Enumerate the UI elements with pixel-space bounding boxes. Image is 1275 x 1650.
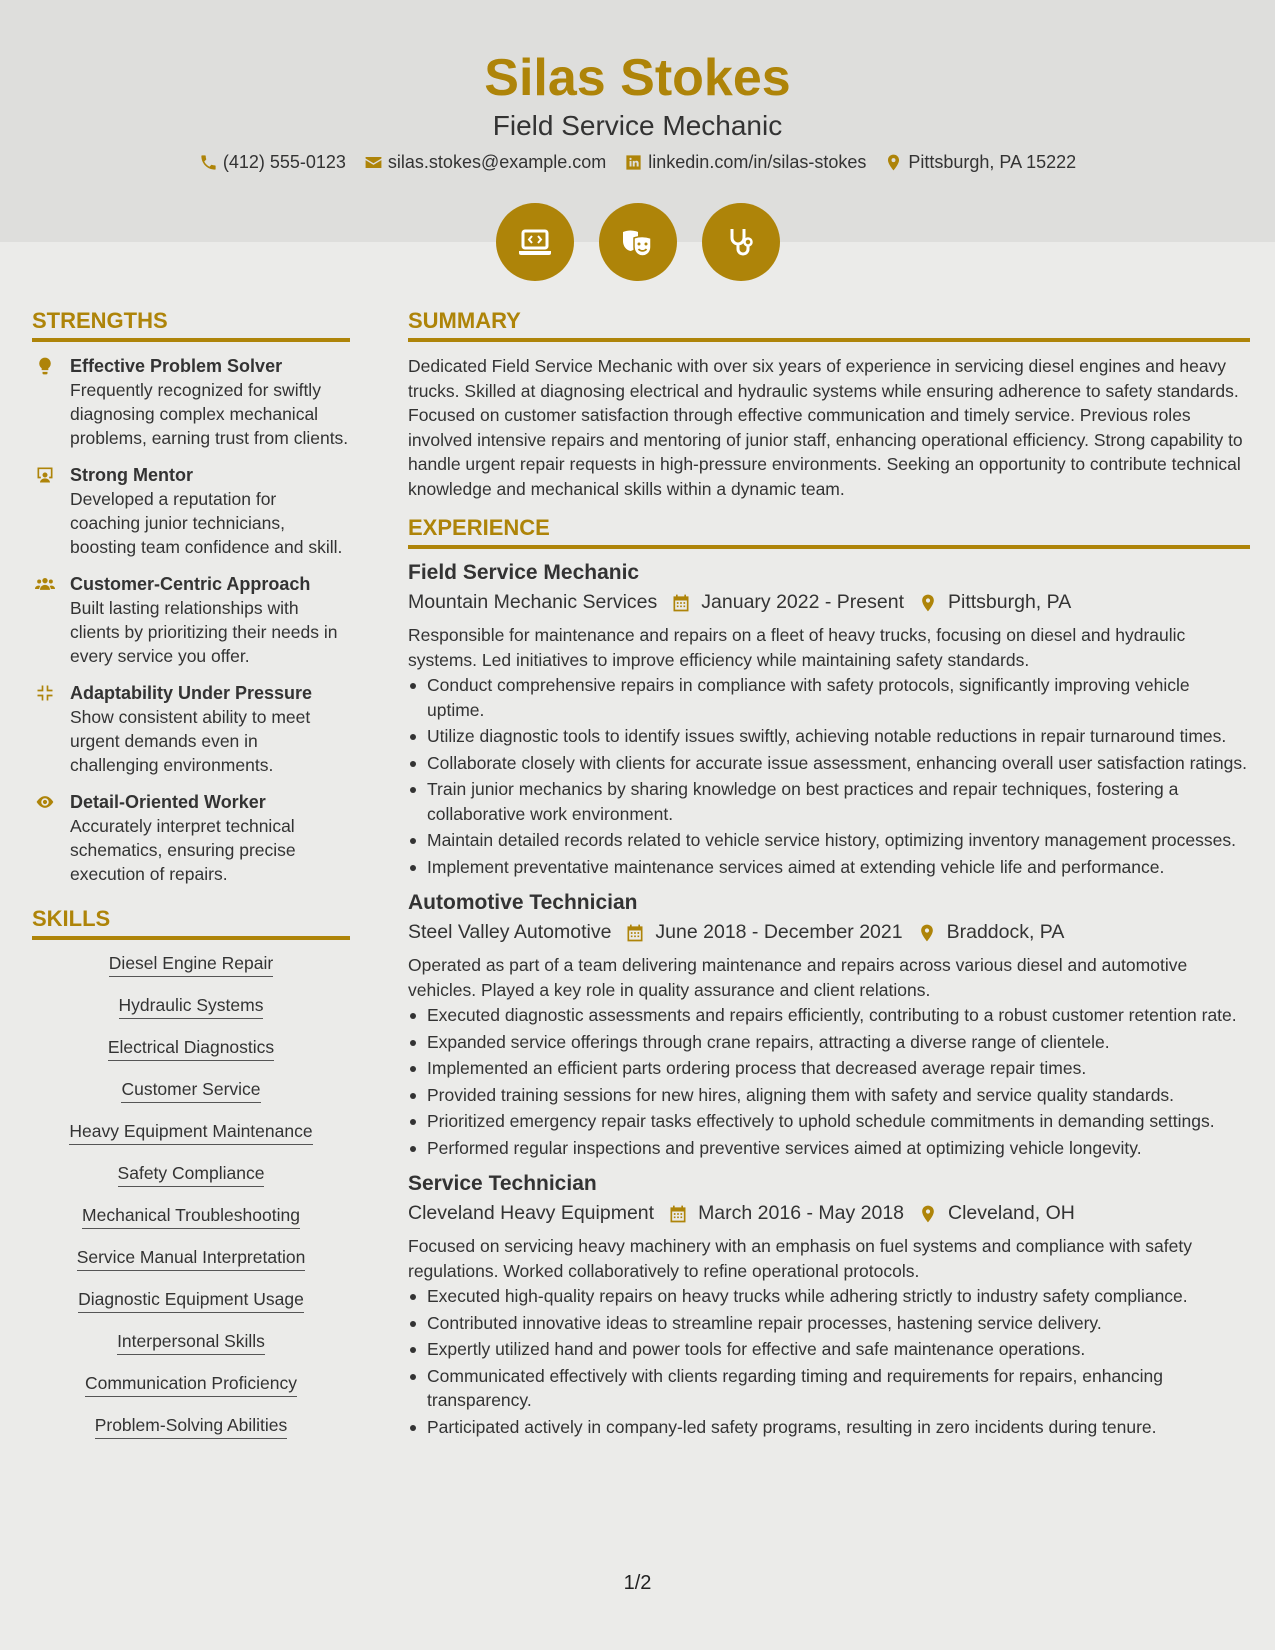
calendar-icon xyxy=(625,923,645,943)
skill-item: Diagnostic Equipment Usage xyxy=(78,1288,304,1313)
bullet-item: Communicated effectively with clients regarding timing and requirements for repairs, enhancing transparency. xyxy=(408,1364,1250,1413)
job-entry-title: Automotive Technician xyxy=(408,891,638,914)
linkedin-icon xyxy=(624,153,643,172)
bullet-item: Expertly utilized hand and power tools for effective and safe maintenance operations. xyxy=(408,1337,1250,1362)
strength-name: Strong Mentor xyxy=(70,465,193,485)
chalkboard-teacher-icon xyxy=(35,465,55,485)
bullet-item: Expanded service offerings through crane repairs, attracting a diverse range of clientele. xyxy=(408,1030,1250,1055)
contact-phone[interactable] xyxy=(199,152,346,173)
contact-linkedin[interactable] xyxy=(624,152,866,173)
experience-heading: EXPERIENCE xyxy=(408,515,1250,549)
strength-desc: Developed a reputation for coaching junior technicians, boosting team confidence and skill. xyxy=(70,489,343,557)
interest-circle xyxy=(496,203,574,281)
job-location: Cleveland, OH xyxy=(948,1202,1075,1224)
bullet-item: Prioritized emergency repair tasks effectively to uphold schedule commitments in demanding settings. xyxy=(408,1109,1250,1134)
skill-item: Mechanical Troubleshooting xyxy=(82,1204,300,1229)
location-text: Pittsburgh, PA 15222 xyxy=(908,152,1077,172)
bullet-item: Collaborate closely with clients for accurate issue assessment, enhancing overall user satisfaction ratings. xyxy=(408,751,1250,776)
strength-desc: Frequently recognized for swiftly diagnosing complex mechanical problems, earning trust from clients. xyxy=(70,380,349,448)
job-title: Field Service Mechanic xyxy=(492,110,783,141)
page-number: 1/2 xyxy=(623,1572,652,1594)
strength-item xyxy=(32,354,350,450)
theater-masks-icon xyxy=(618,222,658,262)
skill-item: Diesel Engine Repair xyxy=(109,952,273,977)
bullet-item: Contributed innovative ideas to streamline repair processes, hastening service delivery. xyxy=(408,1311,1250,1336)
lightbulb-icon xyxy=(35,356,55,376)
laptop-code-icon xyxy=(515,222,555,262)
skill-item: Customer Service xyxy=(121,1078,260,1103)
phone-text: (412) 555-0123 xyxy=(222,152,346,172)
skill-item: Communication Proficiency xyxy=(85,1372,297,1397)
skill-item: Electrical Diagnostics xyxy=(108,1036,274,1061)
eye-icon xyxy=(35,792,55,812)
job-location: Pittsburgh, PA xyxy=(948,591,1072,613)
strength-name: Detail-Oriented Worker xyxy=(70,792,266,812)
skill-item: Hydraulic Systems xyxy=(119,994,264,1019)
email-text: silas.stokes@example.com xyxy=(387,152,607,172)
skill-item: Interpersonal Skills xyxy=(117,1330,265,1355)
skill-item: Service Manual Interpretation xyxy=(77,1246,306,1271)
summary-text: Dedicated Field Service Mechanic with over six years of experience in servicing diesel engines and heavy trucks. Skilled at diagnosing electrical and hydraulic systems while ensuring adherence to safety standards. Focused on customer satisfaction through effective communication and timely service. Previous roles involved intensive repairs and mentoring of junior staff, enhancing operational efficiency. Strong capability to handle urgent repair requests in high-pressure environments. Seeking an opportunity to contribute technical knowledge and mechanical skills within a dynamic team. xyxy=(408,356,1243,499)
job-meta xyxy=(408,591,1250,614)
contact-bar xyxy=(0,152,1275,173)
bullet-item: Participated actively in company-led safety programs, resulting in zero incidents during tenure. xyxy=(408,1415,1250,1440)
candidate-name: Silas Stokes xyxy=(484,49,791,107)
map-marker-icon xyxy=(918,593,938,613)
interest-icons xyxy=(0,203,1275,281)
users-icon xyxy=(35,574,55,594)
strength-item xyxy=(32,572,350,668)
skill-item: Problem-Solving Abilities xyxy=(95,1414,288,1439)
job-bullets xyxy=(408,1284,1250,1439)
bullet-item: Implemented an efficient parts ordering process that decreased average repair times. xyxy=(408,1056,1250,1081)
job-location: Braddock, PA xyxy=(946,921,1065,943)
job-entry-title: Service Technician xyxy=(408,1172,597,1195)
interest-circle xyxy=(599,203,677,281)
bullet-item: Executed diagnostic assessments and repairs efficiently, contributing to a robust customer retention rate. xyxy=(408,1003,1250,1028)
job-description: Responsible for maintenance and repairs on a fleet of heavy trucks, focusing on diesel and hydraulic systems. Led initiatives to improve efficiency while maintaining safety standards. xyxy=(408,625,1186,670)
job-entry xyxy=(408,561,1250,879)
strength-desc: Show consistent ability to meet urgent demands even in challenging environments. xyxy=(70,707,311,775)
skill-item: Safety Compliance xyxy=(118,1162,265,1187)
job-description: Operated as part of a team delivering maintenance and repairs across various diesel and automotive vehicles. Played a key role in quality assurance and client relations. xyxy=(408,955,1188,1000)
strength-name: Customer-Centric Approach xyxy=(70,574,311,594)
bullet-item: Provided training sessions for new hires, aligning them with safety and service quality standards. xyxy=(408,1083,1250,1108)
contact-email[interactable] xyxy=(364,152,606,173)
strength-desc: Accurately interpret technical schematics, ensuring precise execution of repairs. xyxy=(70,816,296,884)
strength-item xyxy=(32,681,350,777)
company-name: Cleveland Heavy Equipment xyxy=(408,1202,655,1224)
bullet-item: Utilize diagnostic tools to identify issues swiftly, achieving notable reductions in repair turnaround times. xyxy=(408,724,1250,749)
bullet-item: Conduct comprehensive repairs in compliance with safety protocols, significantly improving vehicle uptime. xyxy=(408,673,1250,722)
right-column xyxy=(408,308,1250,1451)
bullet-item: Performed regular inspections and preventive services aimed at optimizing vehicle longevity. xyxy=(408,1136,1250,1161)
summary-heading: SUMMARY xyxy=(408,308,1250,342)
job-entry xyxy=(408,1172,1250,1439)
left-column xyxy=(32,308,350,1456)
strength-name: Effective Problem Solver xyxy=(70,356,283,376)
contact-location xyxy=(884,152,1076,173)
skill-list xyxy=(32,952,350,1456)
job-bullets xyxy=(408,1003,1250,1160)
skills-heading: SKILLS xyxy=(32,906,350,940)
company-name: Mountain Mechanic Services xyxy=(408,591,658,613)
bullet-item: Implement preventative maintenance services aimed at extending vehicle life and performance. xyxy=(408,855,1250,880)
job-entry xyxy=(408,891,1250,1160)
job-bullets xyxy=(408,673,1250,879)
bullet-item: Train junior mechanics by sharing knowledge on best practices and repair techniques, fostering a collaborative work environment. xyxy=(408,777,1250,826)
job-meta xyxy=(408,1202,1250,1225)
job-dates: March 2016 - May 2018 xyxy=(698,1202,905,1224)
job-dates: June 2018 - December 2021 xyxy=(655,921,903,943)
linkedin-text: linkedin.com/in/silas-stokes xyxy=(648,152,867,172)
bullet-item: Executed high-quality repairs on heavy trucks while adhering strictly to industry safety compliance. xyxy=(408,1284,1250,1309)
company-name: Steel Valley Automotive xyxy=(408,921,612,943)
job-entry-title: Field Service Mechanic xyxy=(408,561,640,584)
job-dates: January 2022 - Present xyxy=(701,591,904,613)
calendar-icon xyxy=(668,1204,688,1224)
skills-section xyxy=(32,906,350,1456)
calendar-icon xyxy=(671,593,691,613)
interest-circle xyxy=(702,203,780,281)
map-marker-icon xyxy=(917,923,937,943)
compress-icon xyxy=(35,683,55,703)
strength-item xyxy=(32,463,350,559)
phone-icon xyxy=(199,153,218,172)
strength-item xyxy=(32,790,350,886)
strength-desc: Built lasting relationships with clients by prioritizing their needs in every service you offer. xyxy=(70,598,338,666)
map-marker-icon xyxy=(918,1204,938,1224)
map-marker-icon xyxy=(884,153,903,172)
envelope-icon xyxy=(364,153,383,172)
stethoscope-icon xyxy=(721,222,761,262)
job-description: Focused on servicing heavy machinery with an emphasis on fuel systems and compliance with safety regulations. Worked collaboratively to refine operational protocols. xyxy=(408,1236,1192,1281)
strength-name: Adaptability Under Pressure xyxy=(70,683,313,703)
strengths-heading: STRENGTHS xyxy=(32,308,350,342)
skill-item: Heavy Equipment Maintenance xyxy=(69,1120,312,1145)
bullet-item: Maintain detailed records related to vehicle service history, optimizing inventory management processes. xyxy=(408,828,1250,853)
job-meta xyxy=(408,921,1250,944)
